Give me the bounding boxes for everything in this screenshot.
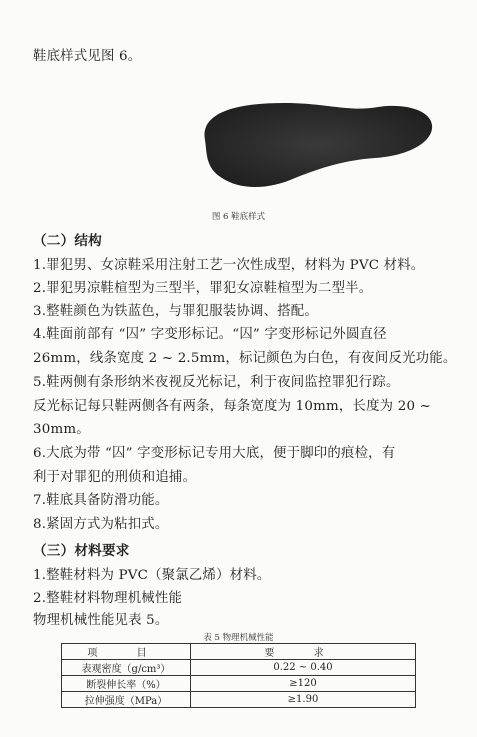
figure-caption: 图 6 鞋底样式: [211, 212, 266, 222]
section2-line: 1.罪犯男、女凉鞋采用注射工艺一次性成型，材料为 PVC 材料。: [33, 258, 425, 273]
table-header-cell: 要 求: [191, 644, 416, 660]
table-row: [62, 660, 416, 676]
section3-line: 物理机械性能见表 5。: [33, 613, 169, 628]
section3-heading: （三）材料要求: [33, 543, 130, 559]
section2-line: 7.鞋底具备防滑功能。: [33, 493, 169, 508]
section2-line: 5.鞋两侧有条形纳米夜视反光标记，利于夜间监控罪犯行踪。: [33, 375, 400, 390]
table-header-row: [62, 644, 416, 660]
section3-line: 1.整鞋材料为 PVC（聚氯乙烯）材料。: [33, 568, 271, 583]
section2-line: 4.鞋面前部有 “囚” 字变形标记。“囚” 字变形标记外圆直径: [33, 327, 387, 342]
table-row: [62, 692, 416, 708]
intro-text: 鞋底样式见图 6。: [33, 49, 142, 64]
section2-heading: （二）结构: [33, 233, 102, 249]
properties-table: [61, 643, 416, 708]
section2-line: 26mm，线条宽度 2 ~ 2.5mm，标记颜色为白色，有夜间反光功能。: [33, 351, 457, 366]
table-cell: 0.22 ~ 0.40: [191, 660, 416, 676]
table-cell: ≥120: [191, 676, 416, 692]
section2-line: 30mm。: [33, 422, 90, 437]
section2-line: 反光标记每只鞋两侧各有两条，每条宽度为 10mm，长度为 20 ~: [33, 399, 432, 414]
section2-line: 6.大底为带 “囚” 字变形标记专用大底，便于脚印的痕检，有: [33, 446, 396, 461]
table-cell: 拉伸强度（MPa）: [62, 692, 191, 708]
section2-line: 利于对罪犯的刑侦和追捕。: [33, 470, 197, 485]
table-cell: 断裂伸长率（%）: [62, 676, 191, 692]
section2-line: 2.罪犯男凉鞋楦型为三型半，罪犯女凉鞋楦型为二型半。: [33, 281, 373, 296]
table-row: [62, 676, 416, 692]
section2-line: 3.整鞋颜色为铁蓝色，与罪犯服装协调、搭配。: [33, 304, 318, 319]
table-cell: 表观密度（g/cm³）: [62, 660, 191, 676]
section2-line: 8.紧固方式为粘扣式。: [33, 517, 169, 532]
table-caption: 表 5 物理机械性能: [203, 633, 274, 643]
section3-line: 2.整鞋材料物理机械性能: [33, 591, 183, 606]
table-header-cell: 项 目: [62, 644, 191, 660]
table-cell: ≥1.90: [191, 692, 416, 708]
